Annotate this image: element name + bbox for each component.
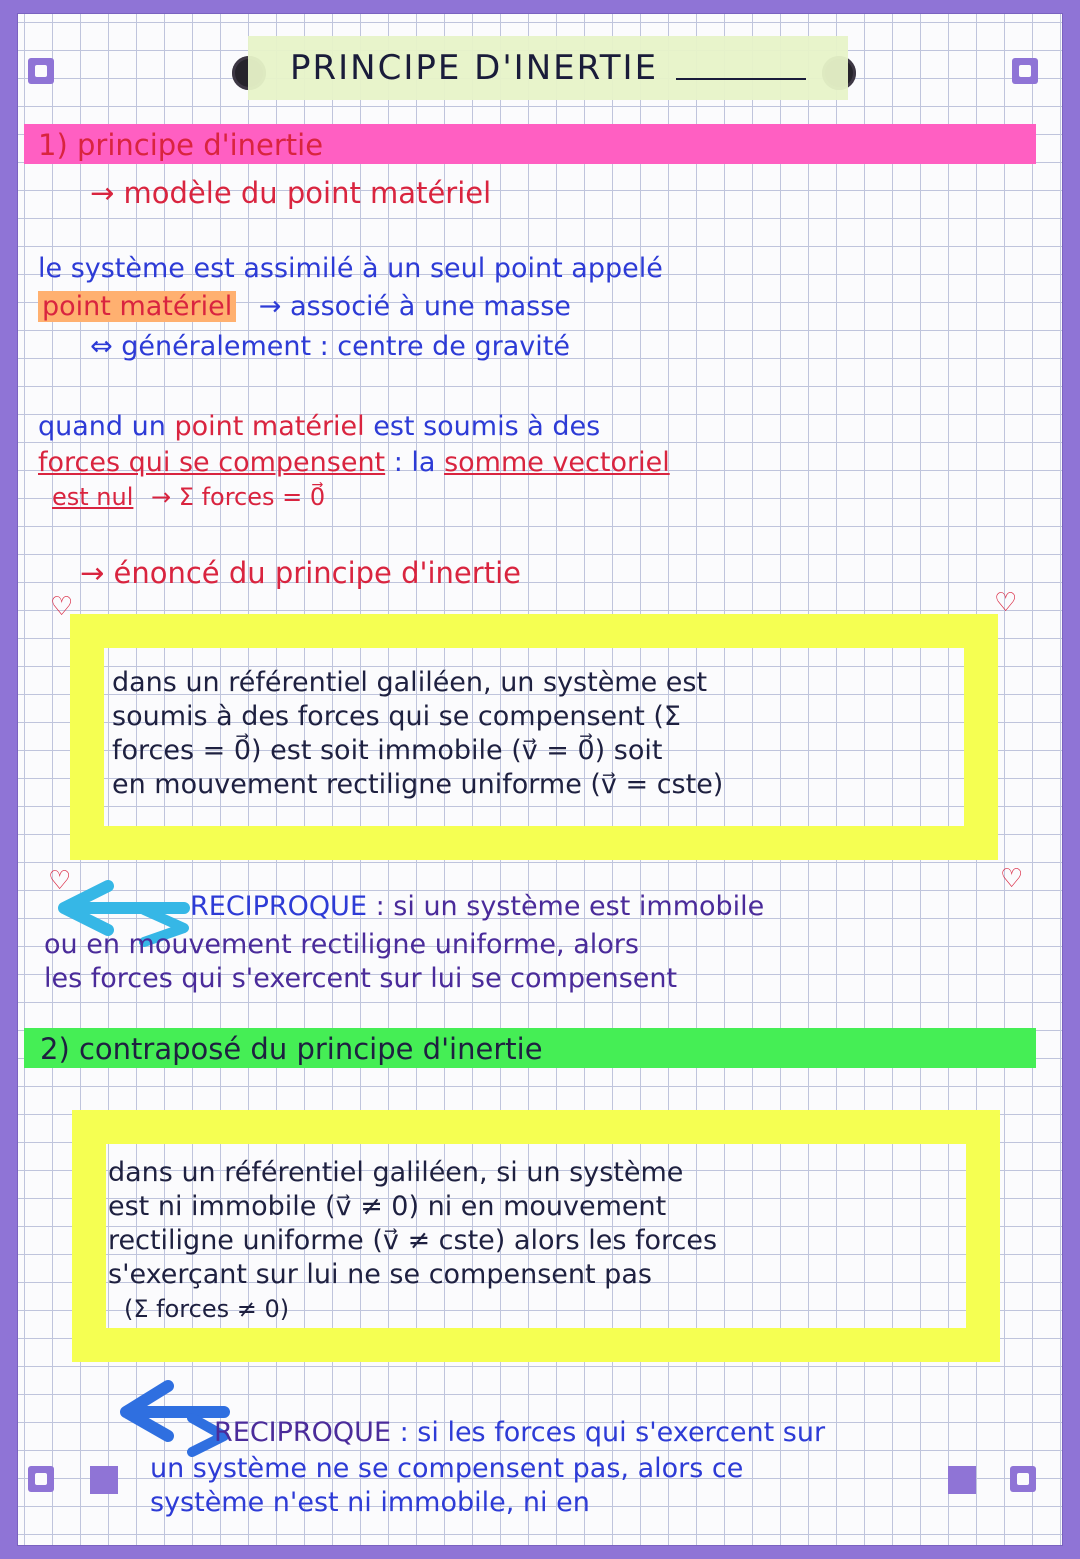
- reciproque2-label: RECIPROQUE: [214, 1417, 392, 1448]
- reciproque1-line1: RECIPROQUE : si un système est immobile: [190, 891, 765, 922]
- para2-line1: quand un point matériel est soumis à des: [38, 411, 601, 442]
- box2-line3: rectiligne uniforme (v⃗ ≠ cste) alors les forces: [108, 1225, 718, 1256]
- point-materiel-highlight: point matériel: [38, 291, 236, 322]
- corner-mark-top-left: [28, 58, 54, 84]
- heart-icon: ♡: [994, 588, 1018, 618]
- box1-line3: forces = 0⃗) est soit immobile (v⃗ = 0⃗) soit: [112, 735, 663, 766]
- box2-line4: s'exerçant sur lui ne se compensent pas: [108, 1259, 652, 1290]
- para2-line2: forces qui se compensent : la somme vectoriel: [38, 447, 670, 478]
- section2-heading: 2) contraposé du principe d'inertie: [40, 1032, 543, 1066]
- para2-line3: est nul → Σ forces = 0⃗: [52, 483, 326, 511]
- reciproque2-line3: système n'est ni immobile, ni en: [150, 1487, 590, 1518]
- enonce-line: → énoncé du principe d'inertie: [80, 556, 521, 590]
- reciproque1-line3: les forces qui s'exercent sur lui se compensent: [44, 963, 678, 994]
- heart-icon: ♡: [48, 866, 72, 896]
- reciproque2-line2: un système ne se compensent pas, alors ce: [150, 1453, 744, 1484]
- para1-line1: le système est assimilé à un seul point appelé: [38, 253, 663, 284]
- box2-line1: dans un référentiel galiléen, si un système: [108, 1157, 684, 1188]
- reciproque2-line1: RECIPROQUE : si les forces qui s'exercent sur: [214, 1417, 826, 1448]
- box2-line5: (Σ forces ≠ 0): [124, 1295, 290, 1323]
- heart-icon: ♡: [1000, 864, 1024, 894]
- box1-line2: soumis à des forces qui se compensent (Σ: [112, 701, 681, 732]
- corner-mark-bottom-left: [28, 1466, 54, 1492]
- reciproque1-label: RECIPROQUE: [190, 891, 368, 922]
- para1-line2: point matériel → associé à une masse: [38, 290, 571, 324]
- square-mark-bottom-right: [948, 1466, 976, 1494]
- page-title: PRINCIPE D'INERTIE: [290, 48, 659, 88]
- box2-line2: est ni immobile (v⃗ ≠ 0) ni en mouvement: [108, 1191, 667, 1222]
- box1-line1: dans un référentiel galiléen, un système est: [112, 667, 708, 698]
- heart-icon: ♡: [50, 592, 74, 622]
- box1-line4: en mouvement rectiligne uniforme (v⃗ = cste): [112, 769, 724, 800]
- section1-subheading: → modèle du point matériel: [90, 176, 492, 210]
- title-underline: [676, 78, 806, 80]
- square-mark-bottom-left: [90, 1466, 118, 1494]
- para1-line3: ⇔ généralement : centre de gravité: [90, 331, 570, 362]
- corner-mark-top-right: [1012, 58, 1038, 84]
- section1-heading: 1) principe d'inertie: [38, 128, 324, 162]
- corner-mark-bottom-right: [1010, 1466, 1036, 1492]
- reciproque1-line2: ou en mouvement rectiligne uniforme, alors: [44, 929, 639, 960]
